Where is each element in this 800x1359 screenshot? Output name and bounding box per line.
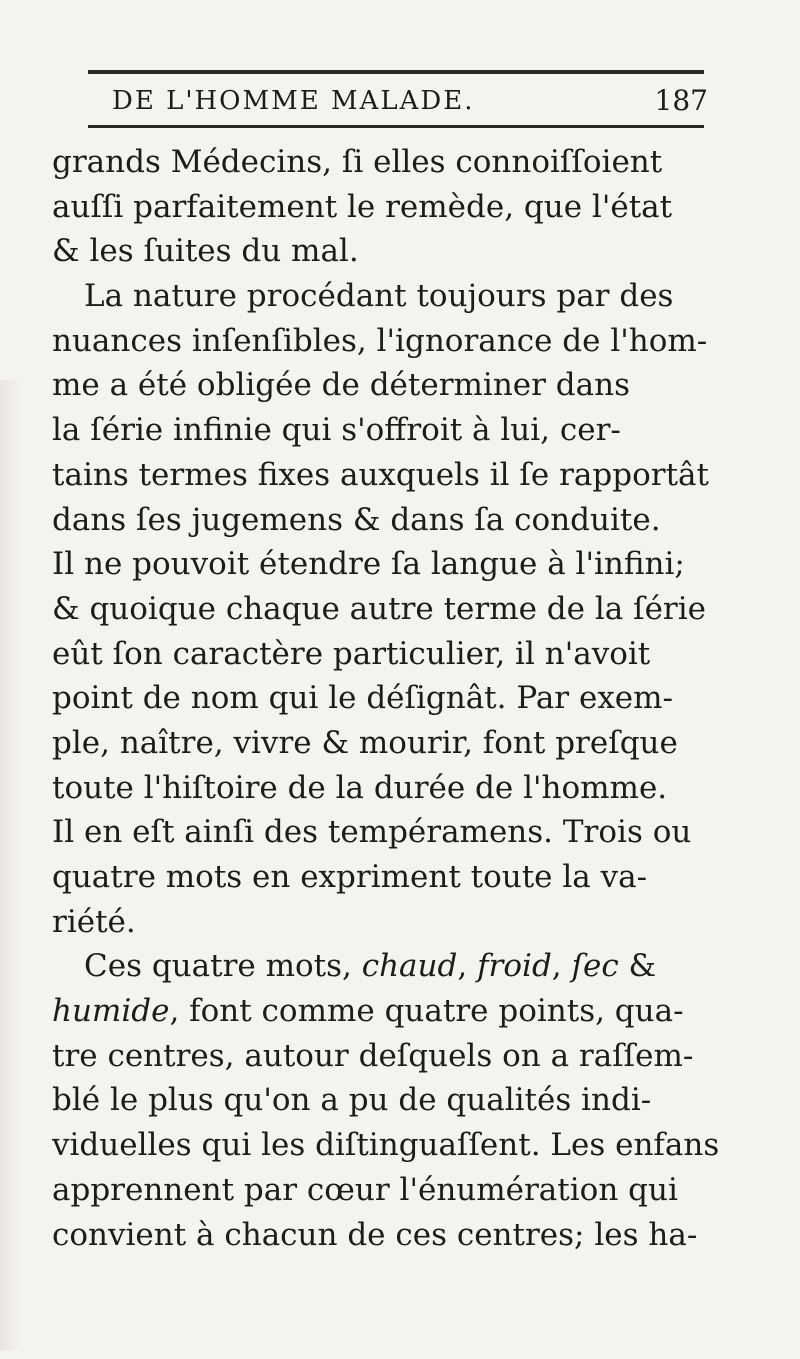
text-line: la ſérie infinie qui s'offroit à lui, cer- <box>52 412 621 449</box>
text-run: , <box>551 948 572 985</box>
text-line: ple, naître, vivre & mourir, font preſque <box>52 724 678 761</box>
text-line: convient à chacun de ces centres; les ha- <box>52 1216 698 1253</box>
text-line: dans ſes jugemens & dans ſa conduite. <box>52 501 661 538</box>
page-number: 187 <box>654 84 708 117</box>
body-text <box>52 140 752 1257</box>
text-line: riété. <box>52 903 136 940</box>
text-run: , font comme quatre points, qua- <box>169 993 684 1030</box>
italic-word: chaud <box>361 948 458 985</box>
text-line: tre centres, autour deſquels on a raſſem- <box>52 1037 694 1074</box>
text-run: Ces quatre mots, <box>84 948 352 985</box>
text-line: viduelles qui les diſtinguaſſent. Les enfans <box>52 1127 720 1164</box>
header-rule-bottom <box>88 125 704 128</box>
page-gutter-shadow <box>0 380 22 1350</box>
text-run: , <box>457 948 478 985</box>
text-run: & <box>618 948 657 985</box>
text-line <box>52 944 752 989</box>
text-line: Il ne pouvoit étendre ſa langue à l'infini; <box>52 546 685 583</box>
text-line: & quoique chaque autre terme de la ſérie <box>52 590 706 627</box>
text-line: tains termes fixes auxquels il ſe rapportât <box>52 456 709 493</box>
text-line: blé le plus qu'on a pu de qualités indi- <box>52 1082 652 1119</box>
italic-word: froid <box>477 948 552 985</box>
text-line: grands Médecins, ſi elles connoiſſoient <box>52 144 663 180</box>
text-line: & les ſuites du mal. <box>52 233 359 270</box>
text-line <box>52 989 752 1034</box>
text-line: La nature procédant toujours par des <box>84 278 674 315</box>
page-header <box>88 78 708 120</box>
italic-word: ſec <box>571 948 619 985</box>
text-line: me a été obligée de déterminer dans <box>52 367 631 404</box>
text-line: eût ſon caractère particulier, il n'avoit <box>52 635 651 672</box>
text-line: apprennent par cœur l'énumération qui <box>52 1171 678 1208</box>
running-title: DE L'HOMME MALADE. <box>112 86 475 116</box>
text-line: toute l'hiſtoire de la durée de l'homme. <box>52 769 668 806</box>
text-line: Il en eſt ainſi des tempéramens. Trois ou <box>52 814 692 851</box>
text-line: auſſi parfaitement le remède, que l'état <box>52 188 673 225</box>
text-line: quatre mots en expriment toute la va- <box>52 859 648 895</box>
text-line: point de nom qui le déſignât. Par exem- <box>52 680 674 717</box>
text-line: nuances inſenſibles, l'ignorance de l'hom- <box>52 322 708 359</box>
header-rule-top <box>88 70 704 74</box>
italic-word: humide <box>52 993 170 1030</box>
